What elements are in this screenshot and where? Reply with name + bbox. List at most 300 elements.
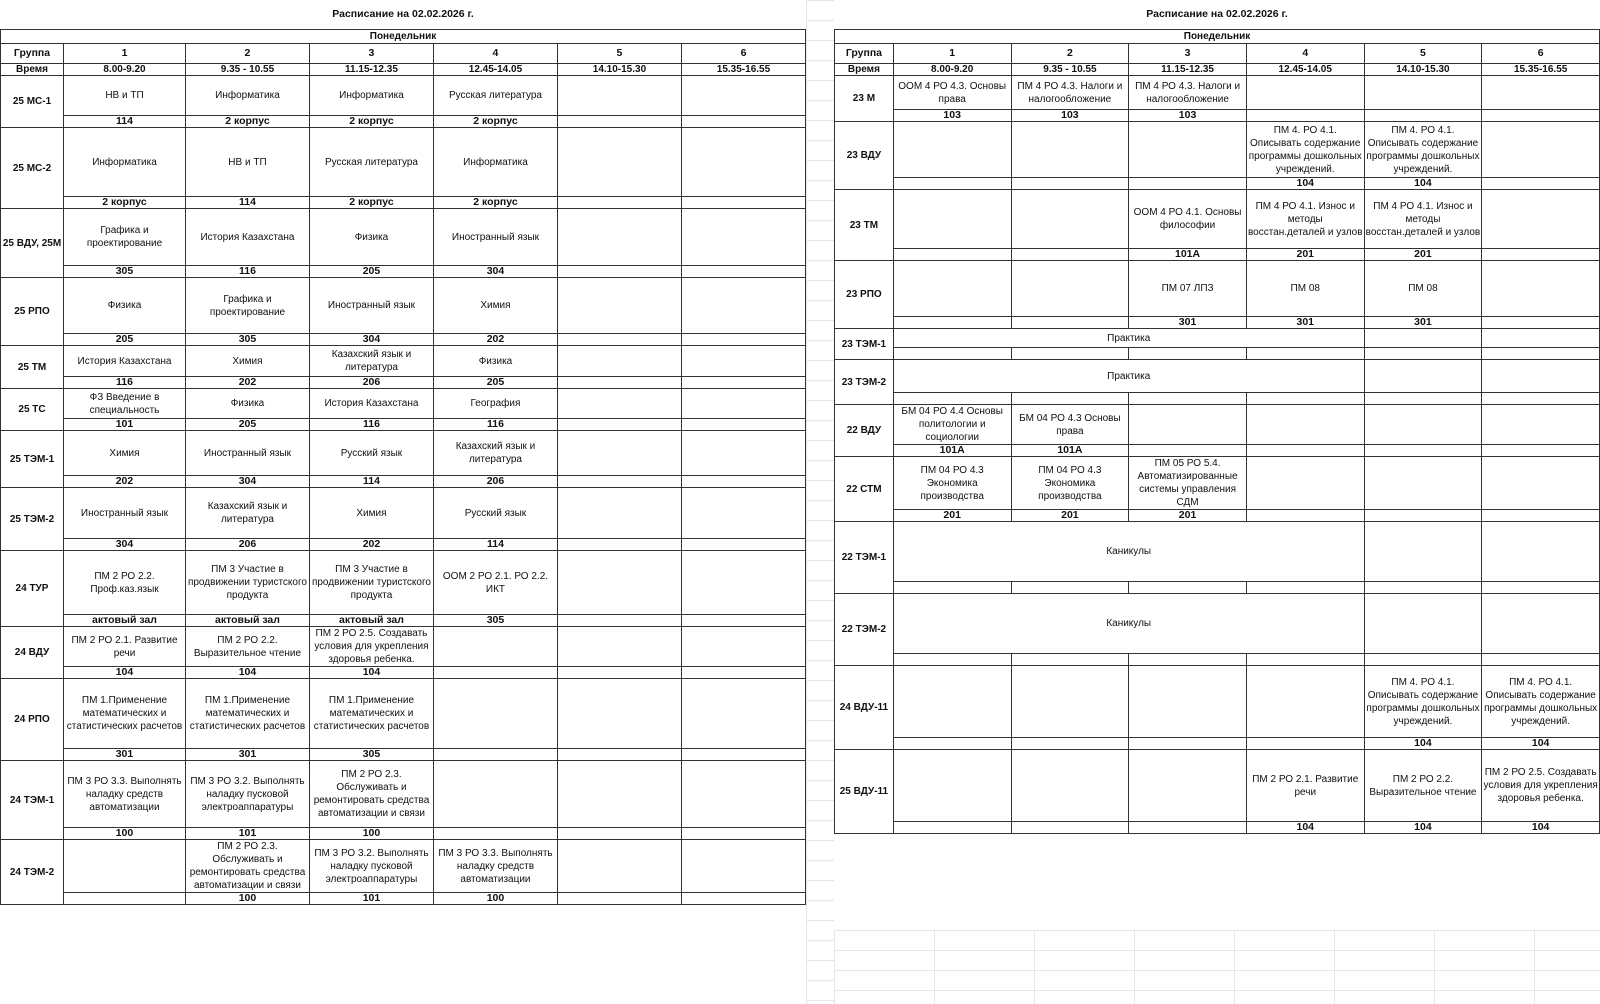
group-name: 24 РПО (1, 679, 64, 761)
room-cell: 104 (1364, 178, 1482, 190)
group-name: 23 ВДУ (835, 122, 894, 190)
room-cell (1482, 445, 1600, 457)
subject-cell: Физика (64, 278, 186, 334)
room-cell: 103 (1011, 110, 1129, 122)
subject-cell: НВ и ТП (64, 76, 186, 116)
subject-cell (681, 627, 805, 667)
room-cell: 104 (1482, 738, 1600, 750)
room-cell (1011, 738, 1129, 750)
room-cell: 305 (433, 615, 557, 627)
time-slot: 9.35 - 10.55 (185, 64, 309, 76)
subject-cell: Химия (64, 431, 186, 476)
room-cell (1129, 445, 1247, 457)
subject-cell (1129, 122, 1247, 178)
group-name: 22 ТЭМ-2 (835, 594, 894, 666)
room-cell (1246, 445, 1364, 457)
subject-cell (893, 261, 1011, 317)
subject-cell: НВ и ТП (185, 128, 309, 197)
room-cell: 202 (433, 334, 557, 346)
slot-number: 4 (433, 44, 557, 64)
subject-cell (681, 488, 805, 539)
room-cell: 114 (433, 539, 557, 551)
room-cell (1246, 738, 1364, 750)
room-cell: 205 (433, 377, 557, 389)
subject-cell: Иностранный язык (185, 431, 309, 476)
group-name: 24 ТЭМ-1 (1, 761, 64, 840)
empty-cell (1364, 329, 1482, 348)
subject-cell: Казахский язык и литература (433, 431, 557, 476)
room-cell (1129, 582, 1247, 594)
subject-cell (681, 840, 805, 893)
subject-cell (681, 679, 805, 749)
slot-number: 3 (309, 44, 433, 64)
room-cell (681, 667, 805, 679)
subject-cell (893, 666, 1011, 738)
group-name: 23 ТЭМ-2 (835, 360, 894, 405)
subject-cell: Русская литература (309, 128, 433, 197)
room-cell (1011, 822, 1129, 834)
room-cell: 305 (185, 334, 309, 346)
subject-cell: ПМ 2 РО 2.5. Создавать условия для укрепления здоровья ребенка. (1482, 750, 1600, 822)
room-cell: 201 (893, 510, 1011, 522)
room-cell (1011, 178, 1129, 190)
group-name: 25 ТС (1, 389, 64, 431)
subject-cell: Физика (309, 209, 433, 266)
room-cell (557, 667, 681, 679)
subject-cell: Химия (309, 488, 433, 539)
room-cell (557, 893, 681, 905)
room-cell (681, 419, 805, 431)
subject-cell: ПМ 07 ЛПЗ (1129, 261, 1247, 317)
empty-cell (1364, 594, 1482, 654)
subject-cell: Русский язык (433, 488, 557, 539)
room-cell (557, 266, 681, 278)
subject-cell (681, 346, 805, 377)
group-name: 24 ТУР (1, 551, 64, 627)
room-cell: 104 (1246, 822, 1364, 834)
room-cell (681, 377, 805, 389)
room-cell (1482, 654, 1600, 666)
room-cell (557, 197, 681, 209)
subject-cell: Физика (433, 346, 557, 377)
slot-number: 1 (893, 44, 1011, 64)
empty-cell (1364, 360, 1482, 393)
subject-cell (893, 190, 1011, 249)
room-cell (681, 615, 805, 627)
subject-cell: ПМ 4 РО 4.1. Износ и методы восстан.деталей и узлов (1246, 190, 1364, 249)
room-cell: 202 (64, 476, 186, 488)
group-name: 24 ВДУ-11 (835, 666, 894, 750)
room-cell (1246, 654, 1364, 666)
subject-cell: ПМ 4. РО 4.1. Описывать содержание программы дошкольных учреждений. (1364, 666, 1482, 738)
room-cell (557, 828, 681, 840)
room-cell: 2 корпус (309, 116, 433, 128)
subject-cell: История Казахстана (64, 346, 186, 377)
group-name: 25 ТЭМ-2 (1, 488, 64, 551)
time-slot: 12.45-14.05 (1246, 64, 1364, 76)
day-label: Понедельник (1, 30, 806, 44)
room-cell (1364, 445, 1482, 457)
room-cell: актовый зал (309, 615, 433, 627)
room-cell: 116 (64, 377, 186, 389)
room-cell: 205 (185, 419, 309, 431)
room-cell (1364, 654, 1482, 666)
room-cell: актовый зал (64, 615, 186, 627)
subject-cell: История Казахстана (309, 389, 433, 419)
room-cell (1246, 348, 1364, 360)
merged-status-cell: Практика (893, 360, 1364, 393)
room-cell (1129, 393, 1247, 405)
subject-cell: ФЗ Введение в специальность (64, 389, 186, 419)
group-name: 25 МС-1 (1, 76, 64, 128)
subject-cell (1364, 405, 1482, 445)
subject-cell (1482, 261, 1600, 317)
subject-cell: ПМ 4. РО 4.1. Описывать содержание программы дошкольных учреждений. (1364, 122, 1482, 178)
subject-cell: БМ 04 РО 4.4 Основы политологии и социологии (893, 405, 1011, 445)
subject-cell: ПМ 2 РО 2.3. Обслуживать и ремонтировать средства автоматизации и связи (185, 840, 309, 893)
subject-cell (557, 76, 681, 116)
room-cell (1246, 582, 1364, 594)
room-cell (1364, 348, 1482, 360)
subject-cell: ПМ 1.Применение математических и статистических расчетов (64, 679, 186, 749)
room-cell: 301 (1364, 317, 1482, 329)
room-cell: 101 (64, 419, 186, 431)
subject-cell: География (433, 389, 557, 419)
room-cell: 304 (309, 334, 433, 346)
subject-cell: Русский язык (309, 431, 433, 476)
subject-cell: Информатика (433, 128, 557, 197)
slot-number: 4 (1246, 44, 1364, 64)
subject-cell (893, 750, 1011, 822)
room-cell (681, 828, 805, 840)
subject-cell (1246, 76, 1364, 110)
room-cell (1482, 317, 1600, 329)
room-cell: 301 (185, 749, 309, 761)
subject-cell: Графика и проектирование (185, 278, 309, 334)
schedule-title: Расписание на 02.02.2026 г. (835, 0, 1600, 30)
subject-cell (1482, 76, 1600, 110)
time-slot: 11.15-12.35 (309, 64, 433, 76)
slot-number: 1 (64, 44, 186, 64)
room-cell: 103 (893, 110, 1011, 122)
room-cell: 103 (1129, 110, 1247, 122)
subject-cell: ПМ 04 РО 4.3 Экономика производства (893, 457, 1011, 510)
subject-cell (1129, 405, 1247, 445)
room-cell (1011, 582, 1129, 594)
slot-number: 6 (1482, 44, 1600, 64)
subject-cell (557, 488, 681, 539)
room-cell (557, 615, 681, 627)
room-cell: 116 (185, 266, 309, 278)
room-cell: 101А (1011, 445, 1129, 457)
slot-number: 3 (1129, 44, 1247, 64)
room-cell: актовый зал (185, 615, 309, 627)
room-cell (1011, 317, 1129, 329)
subject-cell: ПМ 2 РО 2.2. Выразительное чтение (1364, 750, 1482, 822)
group-header: Группа (1, 44, 64, 64)
group-header: Группа (835, 44, 894, 64)
subject-cell: ПМ 3 РО 3.3. Выполнять наладку средств автоматизации (64, 761, 186, 828)
room-cell: 201 (1129, 510, 1247, 522)
empty-cell (1482, 329, 1600, 348)
room-cell (557, 116, 681, 128)
time-slot: 9.35 - 10.55 (1011, 64, 1129, 76)
subject-cell (681, 128, 805, 197)
time-slot: 15.35-16.55 (681, 64, 805, 76)
subject-cell: ПМ 4 РО 4.3. Налоги и налогообложение (1129, 76, 1247, 110)
time-slot: 15.35-16.55 (1482, 64, 1600, 76)
subject-cell: ПМ 3 Участие в продвижении туристского продукта (185, 551, 309, 615)
subject-cell: Информатика (185, 76, 309, 116)
subject-cell: ПМ 4 РО 4.3. Налоги и налогообложение (1011, 76, 1129, 110)
subject-cell: ПМ 08 (1246, 261, 1364, 317)
room-cell: 100 (309, 828, 433, 840)
room-cell: 205 (309, 266, 433, 278)
room-cell (557, 334, 681, 346)
subject-cell: ПМ 4. РО 4.1. Описывать содержание программы дошкольных учреждений. (1246, 122, 1364, 178)
subject-cell (557, 431, 681, 476)
group-name: 25 РПО (1, 278, 64, 346)
time-slot: 8.00-9.20 (893, 64, 1011, 76)
subject-cell: ПМ 2 РО 2.1. Развитие речи (64, 627, 186, 667)
room-cell: 101 (185, 828, 309, 840)
subject-cell (433, 679, 557, 749)
subject-cell (681, 551, 805, 615)
room-cell (1011, 348, 1129, 360)
right-schedule-sheet (834, 0, 1600, 1004)
subject-cell (557, 840, 681, 893)
subject-cell (1011, 122, 1129, 178)
subject-cell (1482, 122, 1600, 178)
subject-cell (557, 679, 681, 749)
subject-cell: ПМ 08 (1364, 261, 1482, 317)
subject-cell (557, 278, 681, 334)
subject-cell (1482, 457, 1600, 510)
room-cell (893, 317, 1011, 329)
subject-cell: История Казахстана (185, 209, 309, 266)
room-cell (433, 749, 557, 761)
room-cell: 2 корпус (309, 197, 433, 209)
room-cell: 304 (185, 476, 309, 488)
room-cell (681, 539, 805, 551)
room-cell (1482, 178, 1600, 190)
group-name: 25 ВДУ, 25М (1, 209, 64, 278)
room-cell: 304 (433, 266, 557, 278)
subject-cell: ПМ 3 РО 3.3. Выполнять наладку средств автоматизации (433, 840, 557, 893)
room-cell (1482, 393, 1600, 405)
subject-cell: ПМ 3 РО 3.2. Выполнять наладку пусковой электроаппаратуры (309, 840, 433, 893)
room-cell (893, 178, 1011, 190)
room-cell (1246, 393, 1364, 405)
room-cell (1246, 510, 1364, 522)
subject-cell: Информатика (309, 76, 433, 116)
subject-cell: ПМ 4. РО 4.1. Описывать содержание программы дошкольных учреждений. (1482, 666, 1600, 738)
subject-cell: Химия (185, 346, 309, 377)
room-cell: 301 (64, 749, 186, 761)
subject-cell: ООМ 4 РО 4.3. Основы права (893, 76, 1011, 110)
subject-cell: ПМ 05 РО 5.4. Автоматизированные системы управления СДМ (1129, 457, 1247, 510)
subject-cell (681, 431, 805, 476)
subject-cell (1011, 261, 1129, 317)
subject-cell (1482, 405, 1600, 445)
subject-cell (557, 128, 681, 197)
subject-cell: ПМ 1.Применение математических и статистических расчетов (309, 679, 433, 749)
subject-cell: ПМ 1.Применение математических и статистических расчетов (185, 679, 309, 749)
subject-cell (681, 278, 805, 334)
empty-cell (1482, 594, 1600, 654)
time-slot: 12.45-14.05 (433, 64, 557, 76)
room-cell: 104 (1364, 738, 1482, 750)
room-cell (1129, 348, 1247, 360)
room-cell: 104 (64, 667, 186, 679)
room-cell: 100 (185, 893, 309, 905)
slot-number: 5 (557, 44, 681, 64)
group-name: 23 РПО (835, 261, 894, 329)
room-cell (1364, 510, 1482, 522)
room-cell (1129, 738, 1247, 750)
time-slot: 14.10-15.30 (557, 64, 681, 76)
room-cell: 202 (185, 377, 309, 389)
room-cell (681, 476, 805, 488)
group-name: 25 МС-2 (1, 128, 64, 209)
subject-cell: Физика (185, 389, 309, 419)
group-name: 23 М (835, 76, 894, 122)
subject-cell (1011, 666, 1129, 738)
room-cell (1482, 510, 1600, 522)
subject-cell (1482, 190, 1600, 249)
room-cell: 2 корпус (185, 116, 309, 128)
merged-status-cell: Каникулы (893, 522, 1364, 582)
room-cell: 104 (1364, 822, 1482, 834)
empty-cell (1482, 360, 1600, 393)
room-cell (557, 539, 681, 551)
subject-cell: Иностранный язык (64, 488, 186, 539)
right-schedule-table (834, 0, 1600, 834)
room-cell (557, 749, 681, 761)
subject-cell (557, 346, 681, 377)
room-cell (1129, 822, 1247, 834)
room-cell (1011, 249, 1129, 261)
subject-cell: Казахский язык и литература (185, 488, 309, 539)
room-cell: 305 (309, 749, 433, 761)
subject-cell (64, 840, 186, 893)
room-cell (1246, 110, 1364, 122)
time-slot: 8.00-9.20 (64, 64, 186, 76)
subject-cell: ПМ 4 РО 4.1. Износ и методы восстан.деталей и узлов (1364, 190, 1482, 249)
time-header: Время (1, 64, 64, 76)
room-cell (893, 249, 1011, 261)
room-cell (681, 116, 805, 128)
subject-cell (681, 209, 805, 266)
room-cell: 104 (309, 667, 433, 679)
subject-cell (1246, 405, 1364, 445)
subject-cell (557, 627, 681, 667)
schedule-title: Расписание на 02.02.2026 г. (1, 0, 806, 30)
subject-cell (1129, 750, 1247, 822)
room-cell (893, 822, 1011, 834)
subject-cell: Казахский язык и литература (309, 346, 433, 377)
room-cell: 116 (433, 419, 557, 431)
subject-cell: ООМ 4 РО 4.1. Основы философии (1129, 190, 1247, 249)
room-cell (1482, 582, 1600, 594)
room-cell (433, 667, 557, 679)
room-cell: 101А (1129, 249, 1247, 261)
room-cell: 205 (64, 334, 186, 346)
subject-cell (681, 76, 805, 116)
subject-cell: ПМ 2 РО 2.2. Проф.каз.язык (64, 551, 186, 615)
subject-cell (1364, 76, 1482, 110)
room-cell: 201 (1011, 510, 1129, 522)
subject-cell (557, 209, 681, 266)
room-cell: 2 корпус (433, 197, 557, 209)
group-name: 22 СТМ (835, 457, 894, 522)
room-cell: 104 (1246, 178, 1364, 190)
room-cell (681, 893, 805, 905)
room-cell (557, 476, 681, 488)
room-cell (1364, 110, 1482, 122)
merged-status-cell: Практика (893, 329, 1364, 348)
subject-cell: ПМ 3 Участие в продвижении туристского продукта (309, 551, 433, 615)
subject-cell (1246, 457, 1364, 510)
subject-cell: Информатика (64, 128, 186, 197)
room-cell: 104 (185, 667, 309, 679)
empty-cell (1482, 522, 1600, 582)
room-cell (893, 582, 1011, 594)
slot-number: 2 (185, 44, 309, 64)
subject-cell (681, 761, 805, 828)
room-cell: 114 (309, 476, 433, 488)
group-name: 25 ВДУ-11 (835, 750, 894, 834)
room-cell: 202 (309, 539, 433, 551)
subject-cell: ПМ 3 РО 3.2. Выполнять наладку пусковой электроаппаратуры (185, 761, 309, 828)
group-name: 23 ТМ (835, 190, 894, 261)
group-name: 24 ТЭМ-2 (1, 840, 64, 905)
room-cell: 104 (1482, 822, 1600, 834)
room-cell (1129, 178, 1247, 190)
subject-cell (433, 627, 557, 667)
room-cell (681, 334, 805, 346)
room-cell (893, 393, 1011, 405)
subject-cell (1129, 666, 1247, 738)
room-cell (557, 419, 681, 431)
room-cell: 201 (1364, 249, 1482, 261)
group-name: 23 ТЭМ-1 (835, 329, 894, 360)
subject-cell (1011, 190, 1129, 249)
room-cell (1011, 393, 1129, 405)
room-cell: 201 (1246, 249, 1364, 261)
room-cell (433, 828, 557, 840)
room-cell: 304 (64, 539, 186, 551)
slot-number: 5 (1364, 44, 1482, 64)
time-slot: 11.15-12.35 (1129, 64, 1247, 76)
room-cell (1364, 393, 1482, 405)
slot-number: 6 (681, 44, 805, 64)
room-cell: 206 (309, 377, 433, 389)
subject-cell (681, 389, 805, 419)
group-name: 25 ТЭМ-1 (1, 431, 64, 488)
room-cell (1482, 348, 1600, 360)
subject-cell (557, 389, 681, 419)
room-cell: 206 (433, 476, 557, 488)
subject-cell (1246, 666, 1364, 738)
room-cell: 206 (185, 539, 309, 551)
room-cell: 301 (1129, 317, 1247, 329)
subject-cell: ООМ 2 РО 2.1. РО 2.2. ИКТ (433, 551, 557, 615)
room-cell (1482, 249, 1600, 261)
room-cell: 301 (1246, 317, 1364, 329)
empty-cell (1364, 522, 1482, 582)
room-cell: 114 (185, 197, 309, 209)
